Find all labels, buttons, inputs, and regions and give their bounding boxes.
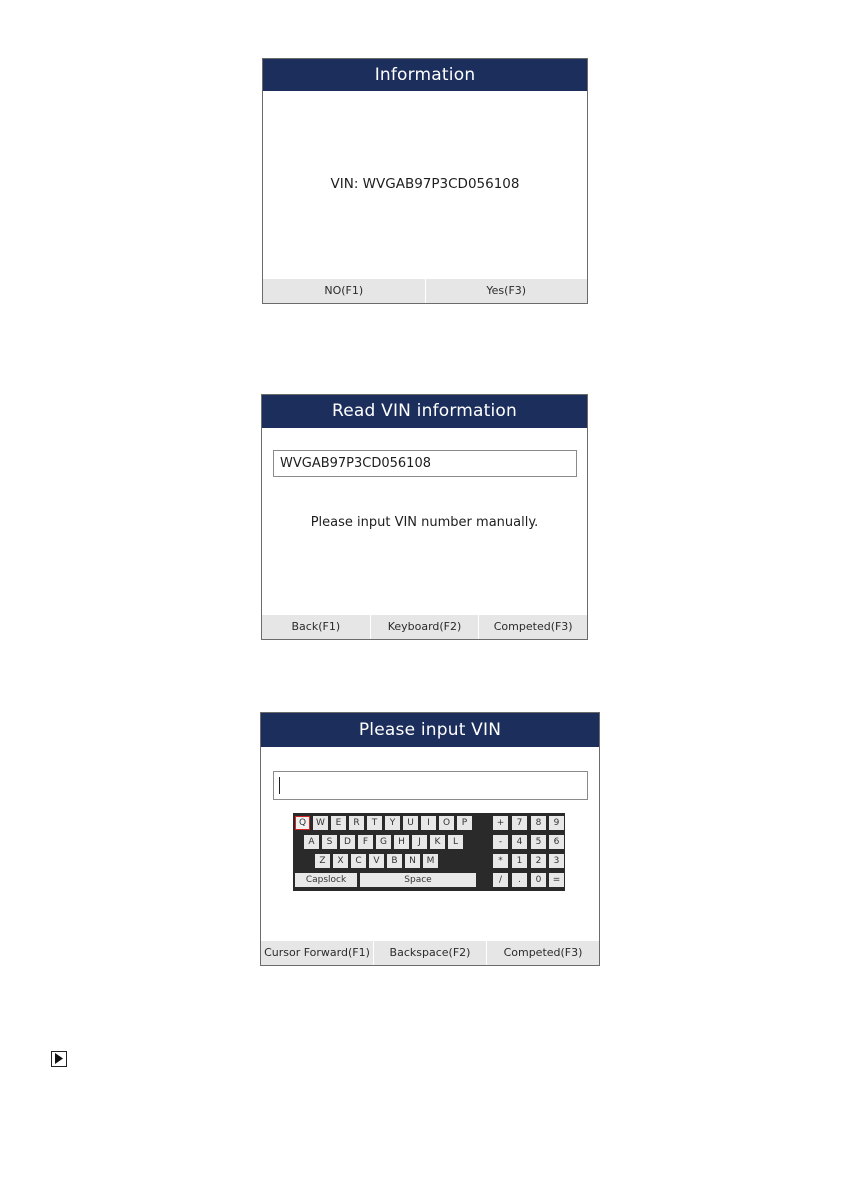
numpad-key[interactable]: 4 bbox=[512, 835, 527, 849]
key-l[interactable]: L bbox=[448, 835, 463, 849]
numpad-key[interactable]: 3 bbox=[549, 854, 564, 868]
instruction-message: Please input VIN number manually. bbox=[310, 515, 539, 530]
key-i[interactable]: I bbox=[421, 816, 436, 830]
numpad-key[interactable]: / bbox=[493, 873, 508, 887]
key-s[interactable]: S bbox=[322, 835, 337, 849]
numpad-key[interactable]: - bbox=[493, 835, 508, 849]
text-cursor bbox=[279, 777, 280, 794]
backspace-button[interactable]: Backspace(F2) bbox=[373, 941, 486, 965]
footer-bar bbox=[261, 941, 599, 965]
key-t[interactable]: T bbox=[367, 816, 382, 830]
key-p[interactable]: P bbox=[457, 816, 472, 830]
numpad-key[interactable]: + bbox=[493, 816, 508, 830]
numpad-key[interactable]: 5 bbox=[531, 835, 546, 849]
play-arrow-icon bbox=[51, 1051, 67, 1067]
key-k[interactable]: K bbox=[430, 835, 445, 849]
no-button[interactable]: NO(F1) bbox=[263, 279, 425, 303]
capslock-key[interactable]: Capslock bbox=[295, 873, 357, 887]
key-v[interactable]: V bbox=[369, 854, 384, 868]
yes-button[interactable]: Yes(F3) bbox=[425, 279, 588, 303]
keyboard-button[interactable]: Keyboard(F2) bbox=[370, 615, 479, 639]
key-z[interactable]: Z bbox=[315, 854, 330, 868]
numpad-key[interactable]: 1 bbox=[512, 854, 527, 868]
key-c[interactable]: C bbox=[351, 854, 366, 868]
key-h[interactable]: H bbox=[394, 835, 409, 849]
cursor-forward-button[interactable]: Cursor Forward(F1) bbox=[261, 941, 373, 965]
key-j[interactable]: J bbox=[412, 835, 427, 849]
numpad-key[interactable]: 7 bbox=[512, 816, 527, 830]
numpad-key[interactable]: 8 bbox=[531, 816, 546, 830]
numpad-key[interactable]: 2 bbox=[531, 854, 546, 868]
key-f[interactable]: F bbox=[358, 835, 373, 849]
key-a[interactable]: A bbox=[304, 835, 319, 849]
key-g[interactable]: G bbox=[376, 835, 391, 849]
key-m[interactable]: M bbox=[423, 854, 438, 868]
numpad-key[interactable]: . bbox=[512, 873, 527, 887]
key-u[interactable]: U bbox=[403, 816, 418, 830]
vin-input[interactable]: WVGAB97P3CD056108 bbox=[273, 450, 577, 477]
key-q[interactable]: Q bbox=[295, 816, 310, 830]
key-e[interactable]: E bbox=[331, 816, 346, 830]
read-vin-screen bbox=[261, 394, 588, 640]
footer-bar bbox=[262, 615, 587, 639]
key-d[interactable]: D bbox=[340, 835, 355, 849]
back-button[interactable]: Back(F1) bbox=[262, 615, 370, 639]
on-screen-keyboard bbox=[293, 813, 565, 891]
screen-title: Read VIN information bbox=[262, 395, 587, 428]
vin-input[interactable] bbox=[273, 771, 588, 800]
key-y[interactable]: Y bbox=[385, 816, 400, 830]
completed-button[interactable]: Competed(F3) bbox=[486, 941, 599, 965]
key-w[interactable]: W bbox=[313, 816, 328, 830]
numpad-key[interactable]: 9 bbox=[549, 816, 564, 830]
key-r[interactable]: R bbox=[349, 816, 364, 830]
numpad-key[interactable]: 0 bbox=[531, 873, 546, 887]
numpad-key[interactable]: 6 bbox=[549, 835, 564, 849]
footer-bar bbox=[263, 279, 587, 303]
screen-title: Please input VIN bbox=[261, 713, 599, 747]
vin-message: VIN: WVGAB97P3CD056108 bbox=[330, 176, 520, 192]
key-b[interactable]: B bbox=[387, 854, 402, 868]
space-key[interactable]: Space bbox=[360, 873, 476, 887]
key-x[interactable]: X bbox=[333, 854, 348, 868]
key-n[interactable]: N bbox=[405, 854, 420, 868]
input-vin-screen bbox=[260, 712, 600, 966]
numpad-key[interactable]: = bbox=[549, 873, 564, 887]
information-screen bbox=[262, 58, 588, 304]
completed-button[interactable]: Competed(F3) bbox=[478, 615, 587, 639]
screen-title: Information bbox=[263, 59, 587, 91]
numpad-key[interactable]: * bbox=[493, 854, 508, 868]
key-o[interactable]: O bbox=[439, 816, 454, 830]
